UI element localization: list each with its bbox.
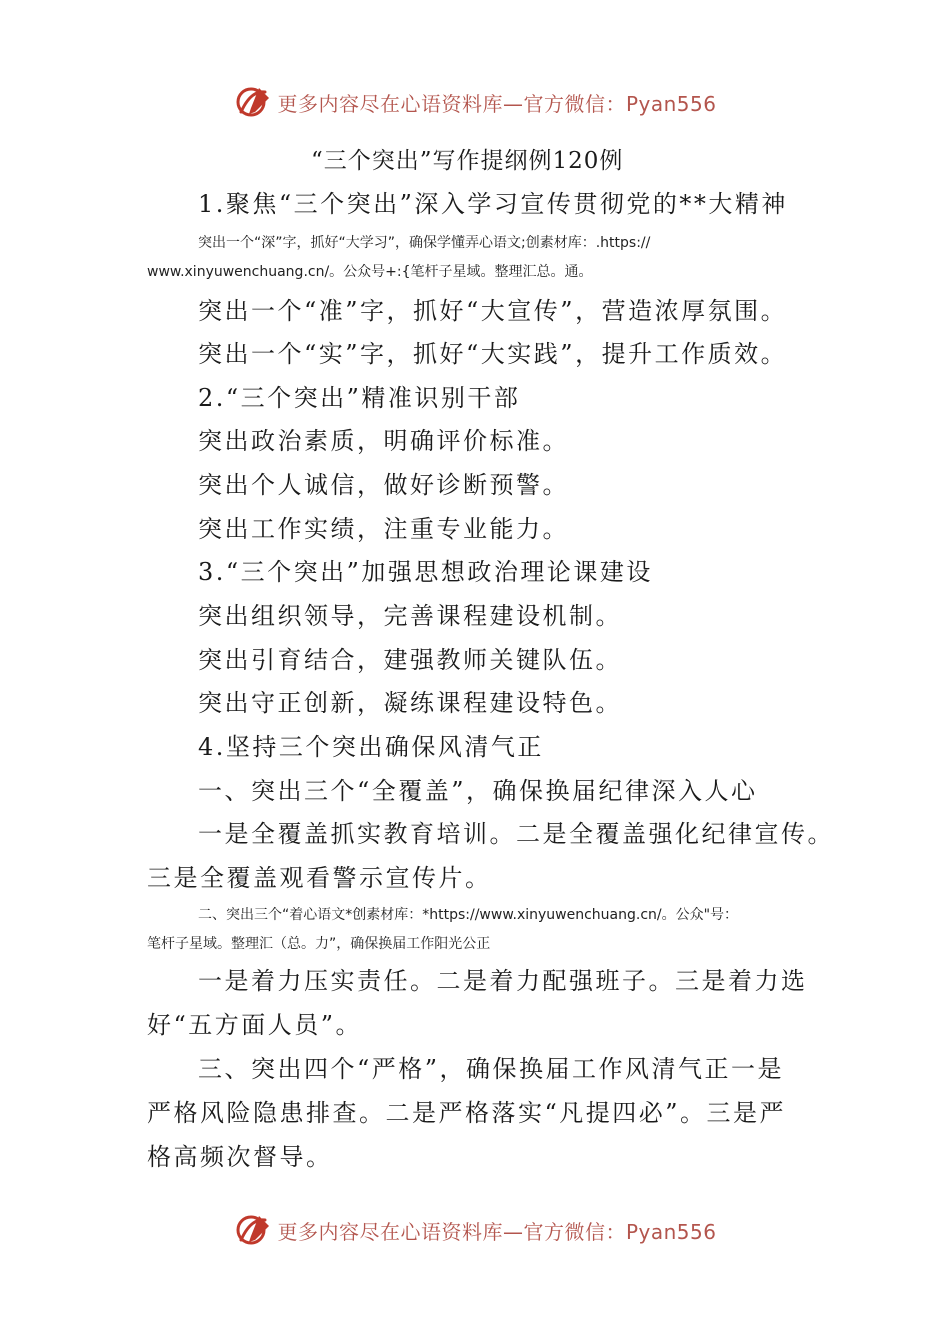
- body-line: 突出一个“实”字，抓好“大实践”，提升工作质效。: [198, 340, 788, 368]
- watermark-inline-text: 二、突出三个“着心语文*创素材库：*https://www.xinyuwenchuang.cn/。公众"号：: [198, 907, 739, 923]
- section-heading-4: 4.坚持三个突出确保风清气正: [198, 733, 544, 761]
- watermark-inline-text: 突出一个“深”字，抓好“大学习”，确保学懂弄心语文;创素材库：.https://: [198, 235, 651, 251]
- body-line: 突出个人诚信，做好诊断预警。: [198, 471, 569, 499]
- body-line: 突出工作实绩，注重专业能力。: [198, 515, 569, 543]
- pen-swirl-logo-icon: [233, 1210, 273, 1250]
- body-line: 突出守正创新，凝练课程建设特色。: [198, 689, 622, 717]
- body-line: 一是全覆盖抓实教育培训。二是全覆盖强化纪律宣传。: [198, 820, 834, 848]
- section-heading-2: 2.“三个突出”精准识别干部: [198, 384, 521, 412]
- body-line: 格高频次督导。: [147, 1143, 333, 1171]
- watermark-text: 更多内容尽在心语资料库—官方微信：Pyan556: [277, 91, 717, 116]
- body-line: 三是全覆盖观看警示宣传片。: [147, 864, 492, 892]
- body-line: 突出一个“准”字，抓好“大宣传”，营造浓厚氛围。: [198, 297, 788, 325]
- body-line: 突出组织领导，完善课程建设机制。: [198, 602, 622, 630]
- pen-swirl-logo-icon: [233, 82, 273, 122]
- body-line: 一、突出三个“全覆盖”，确保换届纪律深入人心: [198, 777, 758, 805]
- section-heading-3: 3.“三个突出”加强思想政治理论课建设: [198, 558, 653, 586]
- section-heading-1: 1.聚焦“三个突出”深入学习宣传贯彻党的**大精神: [198, 190, 788, 218]
- document-title: “三个突出”写作提纲例120例: [311, 148, 624, 174]
- body-line: 严格风险隐患排查。二是严格落实“凡提四必”。三是严: [147, 1099, 787, 1127]
- watermark-inline-text: www.xinyuwenchuang.cn/。公众号+:{笔杆子星域。整理汇总。通。: [147, 264, 593, 280]
- body-line: 三、突出四个“严格”，确保换届工作风清气正一是: [198, 1055, 785, 1083]
- watermark-inline-text: 笔杆子星域。整理汇（总。力”，确保换届工作阳光公正: [147, 936, 491, 952]
- body-line: 突出政治素质，明确评价标准。: [198, 427, 569, 455]
- body-line: 突出引育结合，建强教师关键队伍。: [198, 646, 622, 674]
- watermark-banner-bottom: [0, 1208, 950, 1252]
- watermark-banner-top: [0, 80, 950, 124]
- body-line: 一是着力压实责任。二是着力配强班子。三是着力选: [198, 967, 808, 995]
- body-line: 好“五方面人员”。: [147, 1011, 363, 1039]
- watermark-text: 更多内容尽在心语资料库—官方微信：Pyan556: [277, 1219, 717, 1244]
